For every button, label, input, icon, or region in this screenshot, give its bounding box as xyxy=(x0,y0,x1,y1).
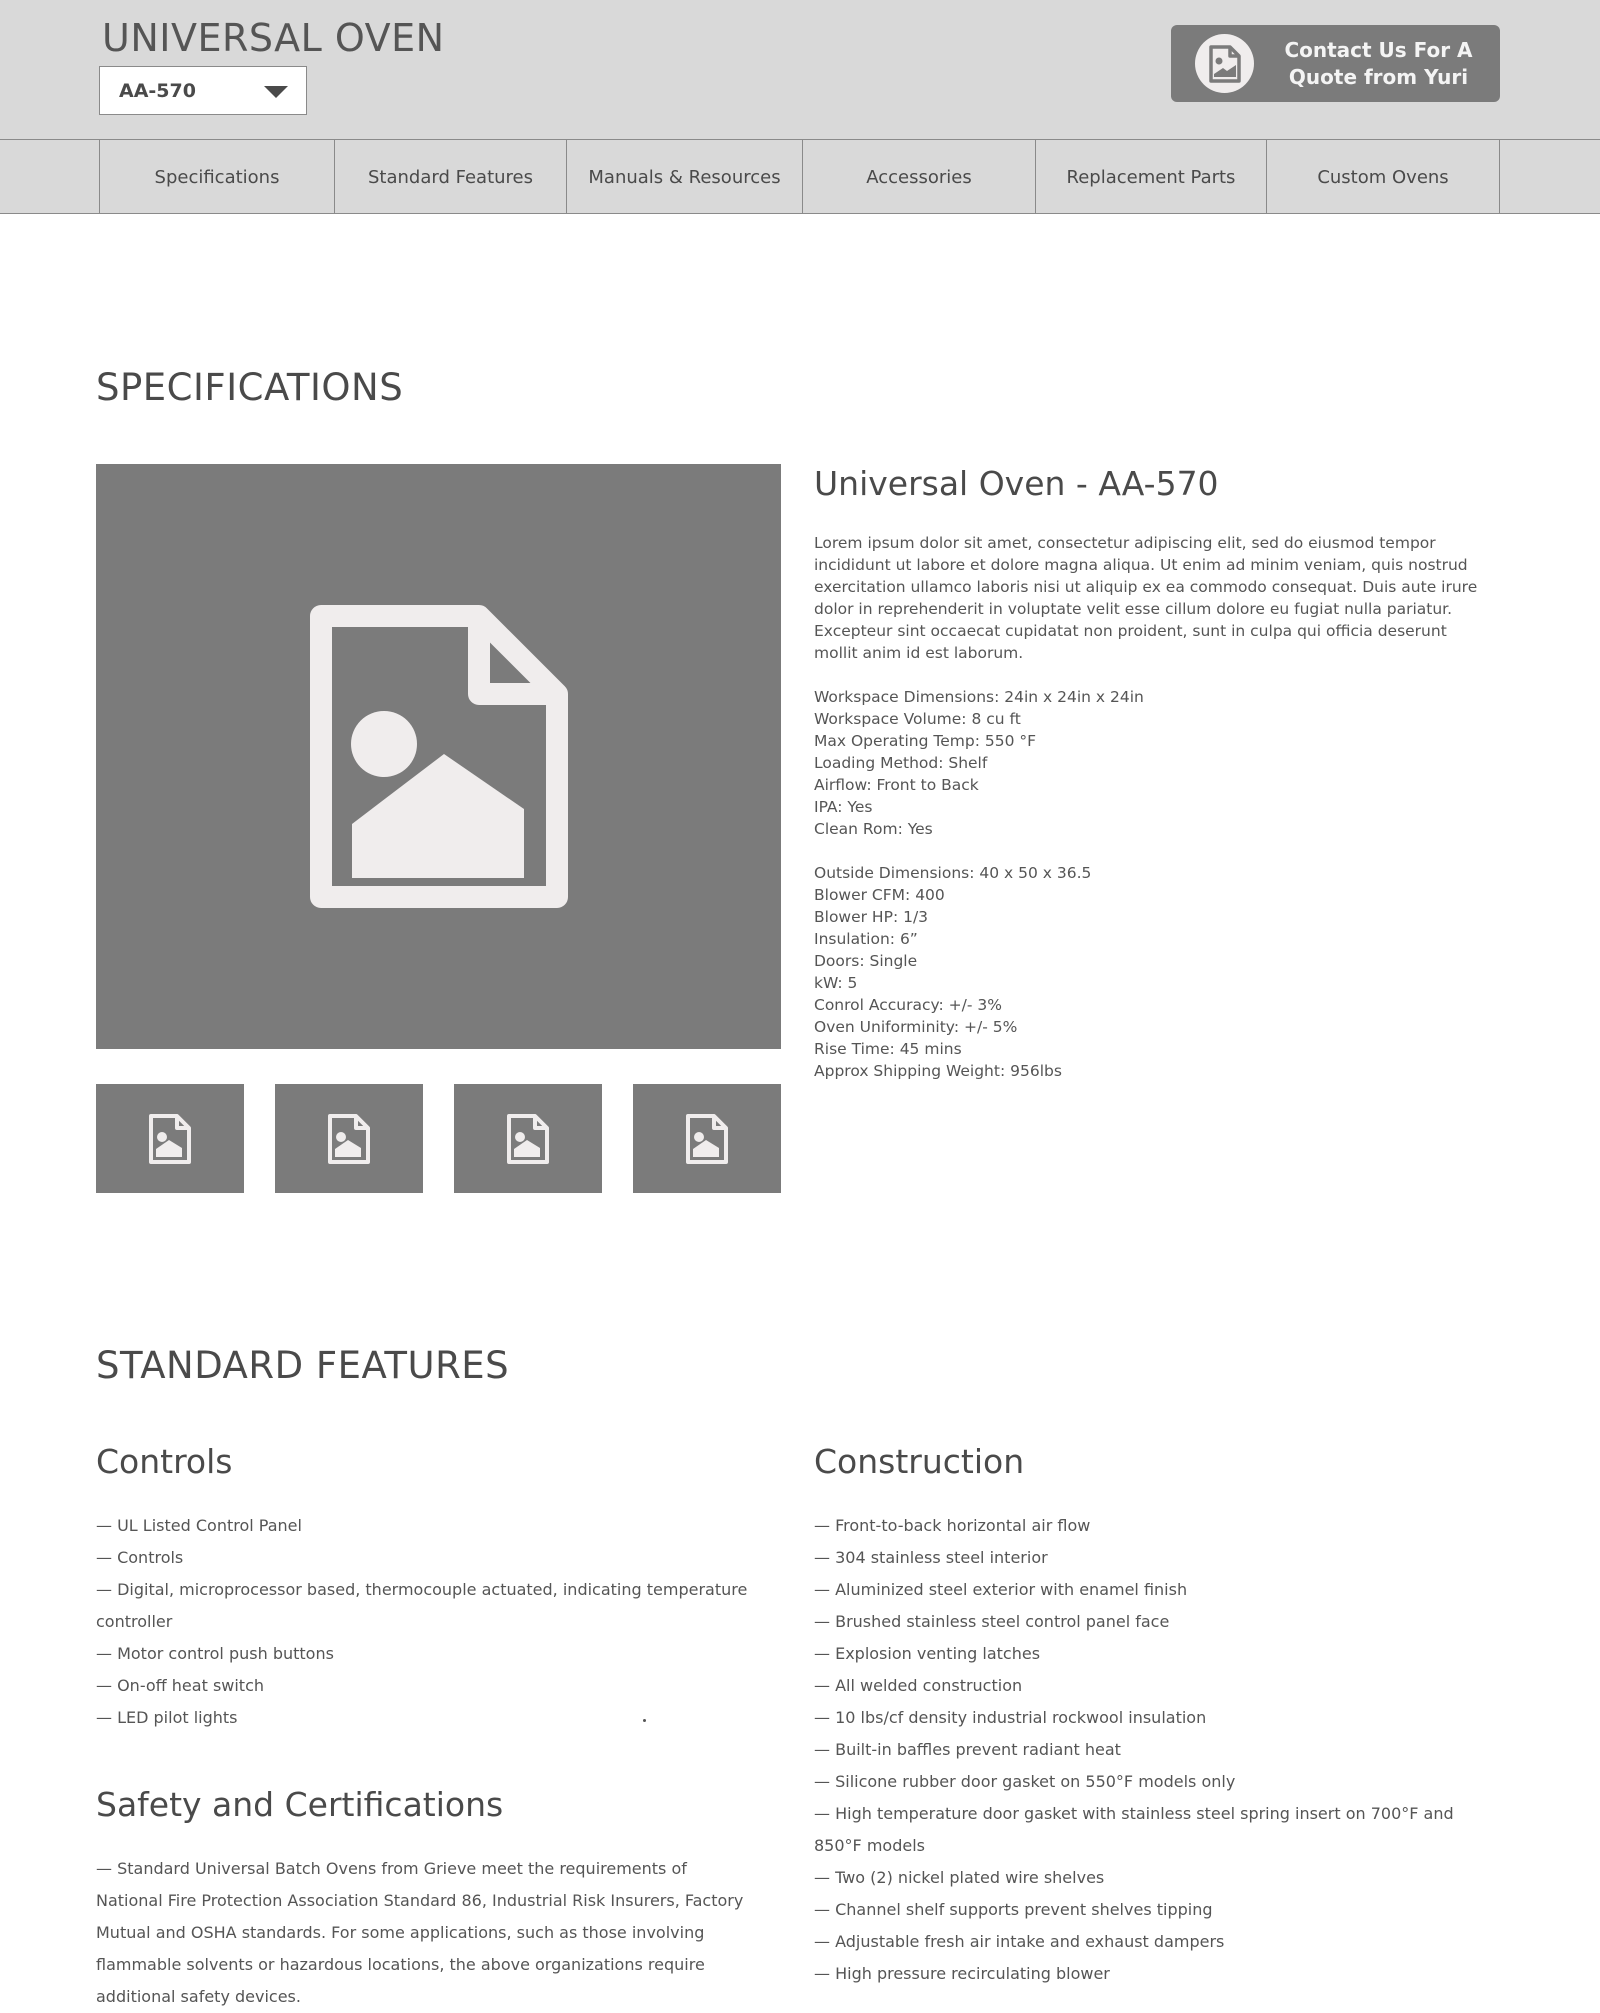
list-item: — Motor control push buttons xyxy=(96,1644,334,1663)
nav-tab-standard-features[interactable]: Standard Features xyxy=(334,140,566,214)
site-header xyxy=(0,0,1600,140)
controls-heading: Controls xyxy=(96,1442,233,1481)
specifications-heading: SPECIFICATIONS xyxy=(96,366,404,409)
list-item: — Built-in baffles prevent radiant heat xyxy=(814,1740,1121,1759)
list-item: — Channel shelf supports prevent shelves tipping xyxy=(814,1900,1213,1919)
standard-features-heading: STANDARD FEATURES xyxy=(96,1344,510,1387)
product-main-image xyxy=(96,464,781,1049)
product-thumbnail-2[interactable] xyxy=(275,1084,423,1193)
spec-item: kW: 5 xyxy=(814,974,858,992)
spec-item: Loading Method: Shelf xyxy=(814,754,988,772)
product-description: Lorem ipsum dolor sit amet, consectetur adipiscing elit, sed do eiusmod tempor incididunt ut labore et dolore magna aliqua. Ut enim ad minim veniam, quis nostrud exercitation ullamco laboris nisi ut aliquip ex ea commodo consequat. Duis aute irure dolor in reprehenderit in voluptate velit esse cillum dolore eu fugiat nulla pariatur. Excepteur sint occaecat cupidatat non proident, sunt in culpa qui officia deserunt mollit anim id est laborum. xyxy=(814,534,1478,662)
spec-item: Blower HP: 1/3 xyxy=(814,908,929,926)
list-item: — Controls xyxy=(96,1548,184,1567)
list-item: — Front-to-back horizontal air flow xyxy=(814,1516,1091,1535)
stray-dot xyxy=(643,1719,646,1722)
list-item: — High pressure recirculating blower xyxy=(814,1964,1110,1983)
product-thumbnail-3[interactable] xyxy=(454,1084,602,1193)
list-item: — Brushed stainless steel control panel face xyxy=(814,1612,1170,1631)
brand-title: UNIVERSAL OVEN xyxy=(102,16,445,60)
spec-list-workspace xyxy=(814,686,1494,840)
chevron-down-icon xyxy=(264,86,288,98)
list-item: — Two (2) nickel plated wire shelves xyxy=(814,1868,1105,1887)
spec-item: Workspace Dimensions: 24in x 24in x 24in xyxy=(814,688,1144,706)
model-select-dropdown[interactable] xyxy=(99,66,307,115)
spec-item: Approx Shipping Weight: 956lbs xyxy=(814,1062,1062,1080)
safety-text: — Standard Universal Batch Ovens from Grieve meet the requirements of National Fire Protection Association Standard 86, Industrial Risk Insurers, Factory Mutual and OSHA standards. For some applications, such as those involving flammable solvents or hazardous locations, the above organizations require additional safety devices. xyxy=(96,1859,744,2006)
spec-item: Blower CFM: 400 xyxy=(814,886,945,904)
list-item: — 304 stainless steel interior xyxy=(814,1548,1048,1567)
spec-item: IPA: Yes xyxy=(814,798,873,816)
spec-item: Outside Dimensions: 40 x 50 x 36.5 xyxy=(814,864,1092,882)
spec-item: Oven Uniforminity: +/- 5% xyxy=(814,1018,1018,1036)
list-item: — UL Listed Control Panel xyxy=(96,1516,302,1535)
list-item: — On-off heat switch xyxy=(96,1676,265,1695)
contact-quote-line1: Contact Us For A xyxy=(1284,38,1473,62)
spec-item: Clean Rom: Yes xyxy=(814,820,933,838)
list-item: — Explosion venting latches xyxy=(814,1644,1041,1663)
nav-divider xyxy=(1499,140,1500,214)
image-placeholder-icon xyxy=(327,1113,371,1165)
controls-list xyxy=(96,1510,756,1734)
product-thumbnail-1[interactable] xyxy=(96,1084,244,1193)
construction-list xyxy=(814,1510,1474,1990)
list-item: — Digital, microprocessor based, thermocouple actuated, indicating temperature controller xyxy=(96,1580,748,1631)
list-item: — Silicone rubber door gasket on 550°F models only xyxy=(814,1772,1236,1791)
nav-tab-accessories[interactable]: Accessories xyxy=(802,140,1035,214)
nav-tab-custom-ovens[interactable]: Custom Ovens xyxy=(1266,140,1499,214)
product-title: Universal Oven - AA-570 xyxy=(814,464,1219,503)
image-placeholder-icon xyxy=(148,1113,192,1165)
list-item: — Aluminized steel exterior with enamel finish xyxy=(814,1580,1188,1599)
main-nav xyxy=(0,140,1600,214)
spec-item: Insulation: 6” xyxy=(814,930,918,948)
list-item: — LED pilot lights xyxy=(96,1708,238,1727)
product-thumbnail-4[interactable] xyxy=(633,1084,781,1193)
contact-quote-line2: Quote from Yuri xyxy=(1288,65,1469,89)
nav-tab-replacement-parts[interactable]: Replacement Parts xyxy=(1035,140,1266,214)
model-select-value: AA-570 xyxy=(119,79,196,102)
list-item: — High temperature door gasket with stainless steel spring insert on 700°F and 850°F models xyxy=(814,1804,1454,1855)
spec-item: Workspace Volume: 8 cu ft xyxy=(814,710,1021,728)
contact-quote-button[interactable] xyxy=(1171,25,1500,102)
list-item: — All welded construction xyxy=(814,1676,1023,1695)
construction-heading: Construction xyxy=(814,1442,1025,1481)
image-placeholder-icon xyxy=(506,1113,550,1165)
list-item: — Adjustable fresh air intake and exhaust dampers xyxy=(814,1932,1225,1951)
safety-heading: Safety and Certifications xyxy=(96,1785,504,1824)
image-placeholder-icon xyxy=(685,1113,729,1165)
spec-item: Airflow: Front to Back xyxy=(814,776,979,794)
contact-quote-label xyxy=(1271,37,1486,91)
spec-item: Conrol Accuracy: +/- 3% xyxy=(814,996,1002,1014)
spec-item: Rise Time: 45 mins xyxy=(814,1040,962,1058)
spec-item: Doors: Single xyxy=(814,952,918,970)
image-placeholder-icon xyxy=(309,604,569,909)
spec-item: Max Operating Temp: 550 °F xyxy=(814,732,1037,750)
list-item: — 10 lbs/cf density industrial rockwool insulation xyxy=(814,1708,1207,1727)
spec-list-exterior xyxy=(814,862,1494,1082)
nav-tab-specifications[interactable]: Specifications xyxy=(99,140,334,214)
image-placeholder-icon xyxy=(1195,34,1254,93)
nav-tab-manuals-resources[interactable]: Manuals & Resources xyxy=(566,140,802,214)
